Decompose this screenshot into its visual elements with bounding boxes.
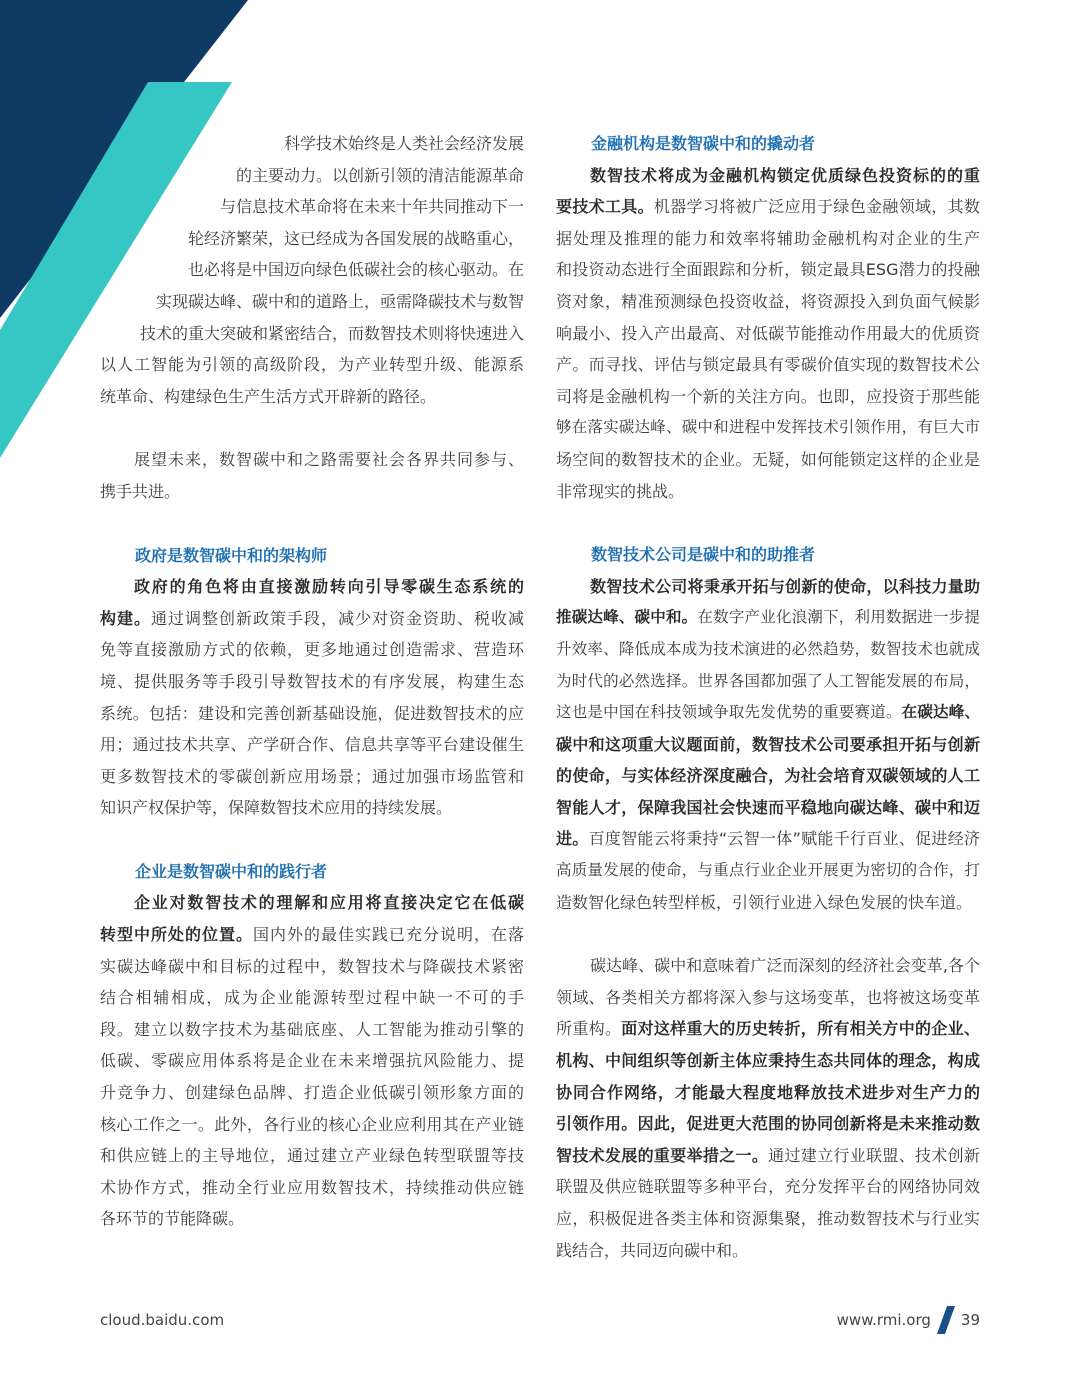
block-gap xyxy=(100,824,524,856)
text-line: 造数智化绿色转型样板，引领行业进入绿色发展的快车道。 xyxy=(556,892,973,912)
text-line: 展望未来，数智碳中和之路需要社会各界共同参与、 xyxy=(134,450,524,470)
text-line: 产。而寻找、评估与锁定最具有零碳价值实现的数智技术公 xyxy=(556,355,980,375)
text-line: 升竞争力、创建绿色品牌、打造企业低碳引领形象方面的 xyxy=(100,1083,524,1103)
text-line: 非常现实的挑战。 xyxy=(556,481,685,501)
section-heading: 政府是数智碳中和的架构师 xyxy=(135,545,328,565)
text-line: 践结合，共同迈向碳中和。 xyxy=(556,1240,749,1260)
text-line: 数智技术公司将秉承开拓与创新的使命，以科技力量助 xyxy=(590,576,980,596)
text-line: 智能人才，保障我国社会快速而平稳地向碳达峰、碳中和迈 xyxy=(556,797,980,817)
block-gap xyxy=(556,507,980,539)
text-line: 更多数智技术的零碳创新应用场景；通过加强市场监管和 xyxy=(100,766,524,786)
text-line xyxy=(556,1140,980,1172)
footer-right xyxy=(837,1306,980,1334)
section-heading: 金融机构是数智碳中和的撬动者 xyxy=(591,134,816,153)
text-line: 升效率、降低成本成为技术演进的必然趋势，数智技术也就成 xyxy=(556,639,980,658)
text-line xyxy=(556,697,980,729)
text-segment: 机器学习将被广泛应用于绿色金融领域，其数 xyxy=(653,197,980,217)
text-line: 各环节的节能降碳。 xyxy=(100,1209,245,1229)
bold-text: 在碳达峰、 xyxy=(901,703,980,722)
page-number: 39 xyxy=(960,1311,980,1329)
bold-text: 进。 xyxy=(556,829,589,849)
text-line: 司将是金融机构一个新的关注方向。也即，应投资于那些能 xyxy=(556,386,980,406)
bold-text: 推碳达峰、碳中和。 xyxy=(556,608,698,627)
text-line: 协同合作网络，才能最大程度地释放技术进步对生产力的 xyxy=(556,1082,980,1102)
section-heading: 企业是数智碳中和的践行者 xyxy=(135,861,328,881)
block-gap xyxy=(556,918,980,950)
text-line: 碳达峰、碳中和意味着广泛而深刻的经济社会变革,各个 xyxy=(590,956,980,976)
text-line: 企业对数智技术的理解和应用将直接决定它在低碳 xyxy=(134,893,524,913)
text-line: 引领作用。因此，促进更大范围的协同创新将是未来推动数 xyxy=(556,1114,980,1134)
paragraph xyxy=(100,444,524,507)
text-line xyxy=(556,823,980,855)
text-line: 数智技术将成为金融机构锁定优质绿色投资标的的重 xyxy=(590,165,980,185)
text-line: 机构、中间组织等创新主体应秉持生态共同体的理念，构成 xyxy=(556,1051,980,1071)
text-line: 统革命、构建绿色生产生活方式开辟新的路径。 xyxy=(100,386,437,406)
text-line: 境、提供服务等手段引导数智技术的有序发展，构建生态 xyxy=(100,671,524,691)
text-line xyxy=(100,919,524,951)
text-line: 高质量发展的使命，与重点行业企业开展更为密切的合作，打 xyxy=(556,861,980,880)
bold-text: 智技术发展的重要举措之一。 xyxy=(556,1145,769,1165)
text-line: 轮经济繁荣，这已经成为各国发展的战略重心， xyxy=(187,228,524,248)
text-line: 场空间的数智技术的企业。无疑，如何能锁定这样的企业是 xyxy=(556,449,980,469)
text-segment: 在数字产业化浪潮下，利用数据进一步提 xyxy=(697,608,980,627)
text-line xyxy=(556,191,980,223)
text-segment: 国内外的最佳实践已充分说明，在落 xyxy=(253,925,524,945)
text-line: 术协作方式，推动全行业应用数智技术，持续推动供应链 xyxy=(100,1177,524,1197)
text-line: 够在落实碳达峰、碳中和进程中发挥技术引领作用，有巨大市 xyxy=(556,418,980,437)
text-line: 技术的重大突破和紧密结合，而数智技术则将快速进入 xyxy=(139,323,524,343)
text-line: 和供应链上的主导地位，通过建立产业绿色转型联盟等技 xyxy=(100,1146,524,1166)
footer-source-link[interactable]: cloud.baidu.com xyxy=(100,1311,225,1329)
block-gap xyxy=(100,508,524,540)
bold-text: 面对这样重大的历史转折，所有相关方中的企业、 xyxy=(621,1019,980,1039)
text-line: 以人工智能为引领的高级阶段，为产业转型升级、能源系 xyxy=(100,355,524,375)
text-line: 低碳、零碳应用体系将是企业在未来增强抗风险能力、提 xyxy=(100,1051,524,1071)
text-line: 响最小、投入产出最高、对低碳节能推动作用最大的优质资 xyxy=(556,323,980,343)
text-line: 政府的角色将由直接激励转向引导零碳生态系统的 xyxy=(134,577,524,597)
right-column xyxy=(556,128,980,1266)
text-line: 应，积极促进各类主体和资源集聚，推动数智技术与行业实 xyxy=(556,1209,980,1228)
slash-icon xyxy=(937,1306,955,1334)
text-line: 和投资动态进行全面跟踪和分析，锁定最具ESG潜力的投融 xyxy=(556,260,980,280)
text-line: 为时代的必然选择。世界各国都加强了人工智能发展的布局， xyxy=(556,671,980,690)
section xyxy=(556,128,980,507)
text-line xyxy=(556,1013,980,1045)
bold-text: 要技术工具。 xyxy=(556,197,654,217)
paragraph xyxy=(556,950,980,1266)
block-gap xyxy=(100,412,524,444)
text-line: 的使命，与实体经济深度融合，为社会培育双碳领域的人工 xyxy=(556,766,980,786)
text-line: 科学技术始终是人类社会经济发展 xyxy=(283,134,524,153)
bold-text: 转型中所处的位置。 xyxy=(100,925,253,945)
text-line: 用；通过技术共享、产学研合作、信息共享等平台建设催生 xyxy=(100,735,524,755)
text-line: 系统。包括：建设和完善创新基础设施，促进数智技术的应 xyxy=(100,703,524,723)
text-line: 领域、各类相关方都将深入参与这场变革，也将被这场变革 xyxy=(556,987,980,1007)
text-line: 碳中和这项重大议题面前，数智技术公司要承担开拓与创新 xyxy=(556,734,980,754)
bold-text: 构建。 xyxy=(100,608,151,628)
text-line: 结合相辅相成，成为企业能源转型过程中缺一不可的手 xyxy=(100,988,524,1008)
text-line xyxy=(556,602,980,634)
text-line xyxy=(100,603,524,635)
text-line: 据处理及推理的能力和效率将辅助金融机构对企业的生产 xyxy=(556,228,980,248)
text-line: 核心工作之一。此外，各行业的核心企业应利用其在产业链 xyxy=(100,1114,524,1134)
text-segment: 这也是中国在科技领域争取先发优势的重要赛道。 xyxy=(556,703,902,722)
footer-site-link[interactable]: www.rmi.org xyxy=(836,1311,931,1329)
text-line: 资对象，精准预测绿色投资收益，将资源投入到负面气候影 xyxy=(556,291,980,311)
section xyxy=(100,540,524,824)
text-line: 实碳达峰碳中和目标的过程中，数智技术与降碳技术紧密 xyxy=(100,956,524,976)
left-column xyxy=(100,128,524,1235)
text-line: 免等直接激励方式的依赖，更多地通过创造需求、营造环 xyxy=(100,640,524,660)
section-heading: 数智技术公司是碳中和的助推者 xyxy=(591,545,816,565)
section xyxy=(556,539,980,918)
text-line: 段。建立以数字技术为基础底座、人工智能为推动引擎的 xyxy=(100,1019,524,1039)
text-line: 也必将是中国迈向绿色低碳社会的核心驱动。在 xyxy=(187,260,524,280)
text-segment: 百度智能云将秉持“云智一体”赋能千行百业、促进经济 xyxy=(588,829,980,849)
text-segment: 通过调整创新政策手段，减少对资金资助、税收减 xyxy=(151,608,524,628)
text-segment: 所重构。 xyxy=(556,1019,622,1039)
text-line: 实现碳达峰、碳中和的道路上，亟需降碳技术与数智 xyxy=(155,291,524,311)
text-line: 与信息技术革命将在未来十年共同推动下一 xyxy=(219,197,524,217)
text-line: 携手共进。 xyxy=(100,481,181,501)
text-line: 的主要动力。以创新引领的清洁能源革命 xyxy=(235,165,524,185)
paragraph xyxy=(100,128,524,412)
text-line: 联盟及供应链联盟等多种平台，充分发挥平台的网络协同效 xyxy=(556,1177,980,1197)
text-line: 知识产权保护等，保障数智技术应用的持续发展。 xyxy=(100,798,453,818)
section xyxy=(100,856,524,1235)
text-segment: 通过建立行业联盟、技术创新 xyxy=(768,1145,980,1165)
